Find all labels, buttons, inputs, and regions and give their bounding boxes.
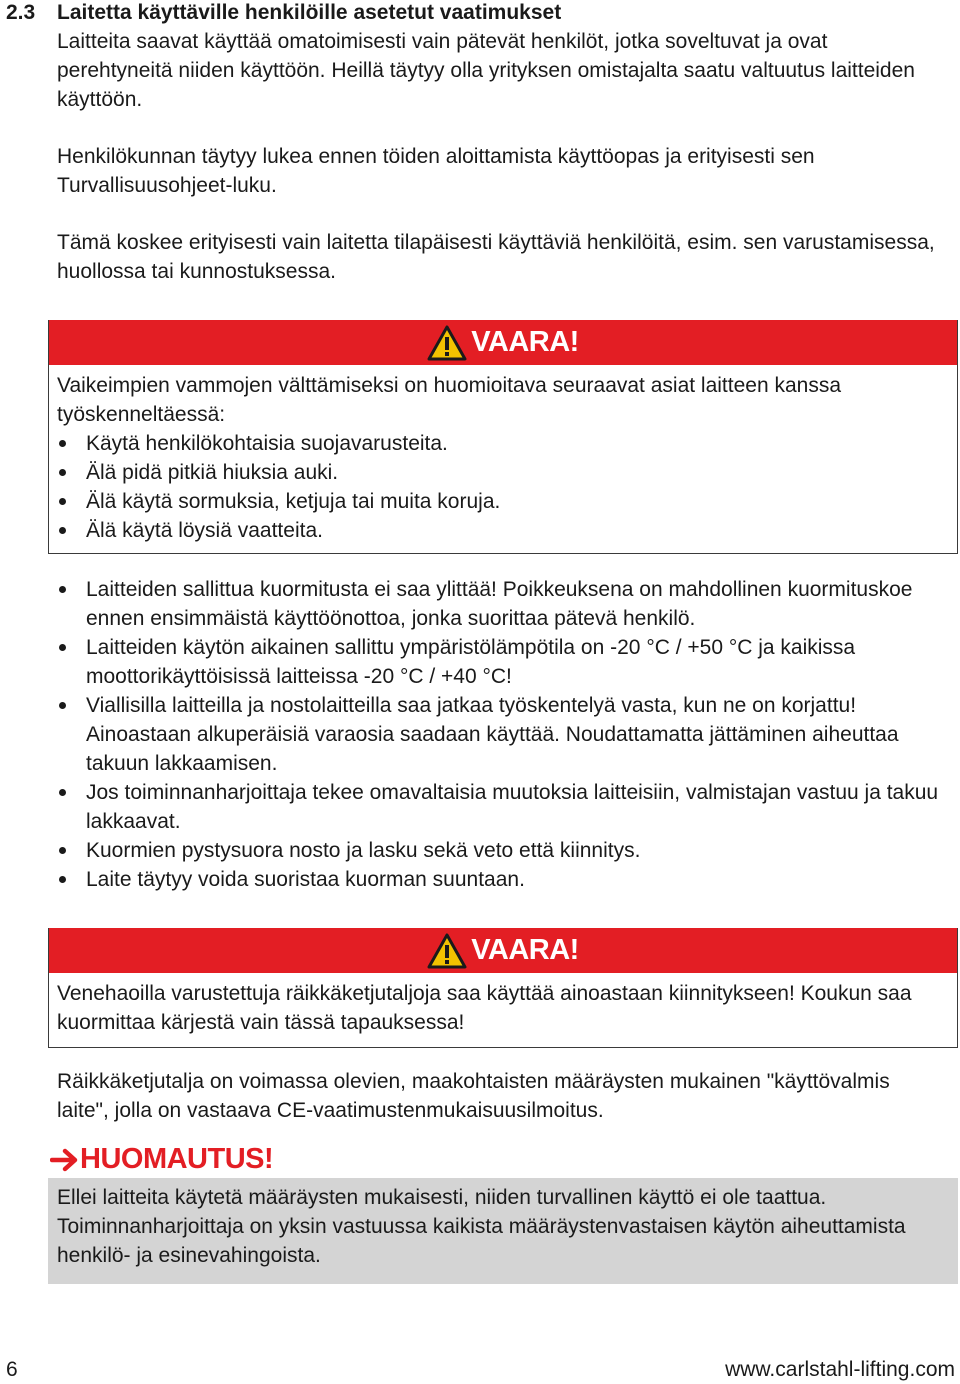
list-item: Älä pidä pitkiä hiuksia auki.	[57, 458, 949, 487]
danger-header-1	[49, 320, 957, 365]
danger-box-1	[48, 320, 958, 554]
arrow-right-icon	[50, 1147, 80, 1173]
section-title: Laitetta käyttäville henkilöille asetetut vaatimukset	[57, 1, 562, 24]
footer-url: www.carlstahl-lifting.com	[725, 1358, 955, 1381]
list-item: Käytä henkilökohtaisia suojavarusteita.	[57, 429, 949, 458]
list-item: Kuormien pystysuora nosto ja lasku sekä veto että kiinnitys.	[57, 836, 957, 865]
danger-title-2: VAARA!	[471, 934, 579, 966]
warning-triangle-icon	[427, 933, 467, 969]
list-item: Älä käytä sormuksia, ketjuja tai muita koruja.	[57, 487, 949, 516]
rules-list	[57, 575, 957, 894]
danger-intro-1: Vaikeimpien vammojen välttämiseksi on huomioitava seuraavat asiat laitteen kanssa työskenneltäessä:	[57, 374, 842, 426]
notice-box	[48, 1178, 958, 1284]
notice-text: Ellei laitteita käytetä määräysten mukaisesti, niiden turvallinen käyttö ei ole taattua. Toiminnanharjoittaja on yksin vastuussa kaikista määräystenvastaisen käytön aiheuttamista henkilö- ja esinevahingoista.	[57, 1186, 906, 1267]
ce-paragraph	[57, 1067, 947, 1125]
list-item: Viallisilla laitteilla ja nostolaitteilla saa jatkaa työskentelyä vasta, kun ne on korjattu! Ainoastaan alkuperäisiä varaosia saadaan käyttää. Noudattamatta jättäminen aiheuttaa takuun lakkaamisen.	[57, 691, 957, 778]
notice-title: HUOMAUTUS!	[80, 1143, 274, 1175]
intro-paragraph-3	[57, 228, 947, 286]
list-item: Laite täytyy voida suoristaa kuorman suuntaan.	[57, 865, 957, 894]
danger-header-2	[49, 928, 957, 973]
danger-body-2	[49, 973, 957, 1037]
page-number: 6	[6, 1358, 18, 1381]
rules-section	[57, 575, 957, 894]
section-number: 2.3	[6, 1, 36, 24]
intro-paragraph-1	[57, 27, 947, 114]
list-item: Laitteiden käytön aikainen sallittu ympäristölämpötila on -20 °C / +50 °C ja kaikissa moottorikäyttöisissä laitteissa -20 °C / +40 °C!	[57, 633, 957, 691]
danger-list-1	[57, 429, 949, 545]
notice-header	[50, 1145, 273, 1174]
intro-text-1: Laitteita saavat käyttää omatoimisesti vain pätevät henkilöt, jotka soveltuvat ja ovat perehtyneitä niiden käyttöön. Heillä täytyy olla yrityksen omistajalta saatu valtuutus laitteiden käyttöön.	[57, 30, 915, 111]
ce-text: Räikkäketjutalja on voimassa olevien, maakohtaisten määräysten mukainen "käyttövalmis laite", jolla on vastaava CE-vaatimustenmukaisuusilmoitus.	[57, 1070, 890, 1122]
intro-paragraph-2	[57, 142, 947, 200]
list-item: Älä käytä löysiä vaatteita.	[57, 516, 949, 545]
intro-text-2: Henkilökunnan täytyy lukea ennen töiden aloittamista käyttöopas ja erityisesti sen Turvallisuusohjeet-luku.	[57, 145, 815, 197]
danger-text-2: Venehaoilla varustettuja räikkäketjutaljoja saa käyttää ainoastaan kiinnitykseen! Koukun saa kuormittaa kärjestä vain tässä tapauksessa!	[57, 982, 912, 1034]
list-item: Laitteiden sallittua kuormitusta ei saa ylittää! Poikkeuksena on mahdollinen kuormituskoe ennen ensimmäistä käyttöönottoa, jonka suorittaa pätevä henkilö.	[57, 575, 957, 633]
intro-text-3: Tämä koskee erityisesti vain laitetta tilapäisesti käyttäviä henkilöitä, esim. sen varustamisessa, huollossa tai kunnostuksessa.	[57, 231, 935, 283]
danger-body-1	[49, 365, 957, 545]
danger-box-2	[48, 928, 958, 1048]
danger-title-1: VAARA!	[471, 326, 579, 358]
list-item: Jos toiminnanharjoittaja tekee omavaltaisia muutoksia laitteisiin, valmistajan vastuu ja takuu lakkaavat.	[57, 778, 957, 836]
warning-triangle-icon	[427, 325, 467, 361]
